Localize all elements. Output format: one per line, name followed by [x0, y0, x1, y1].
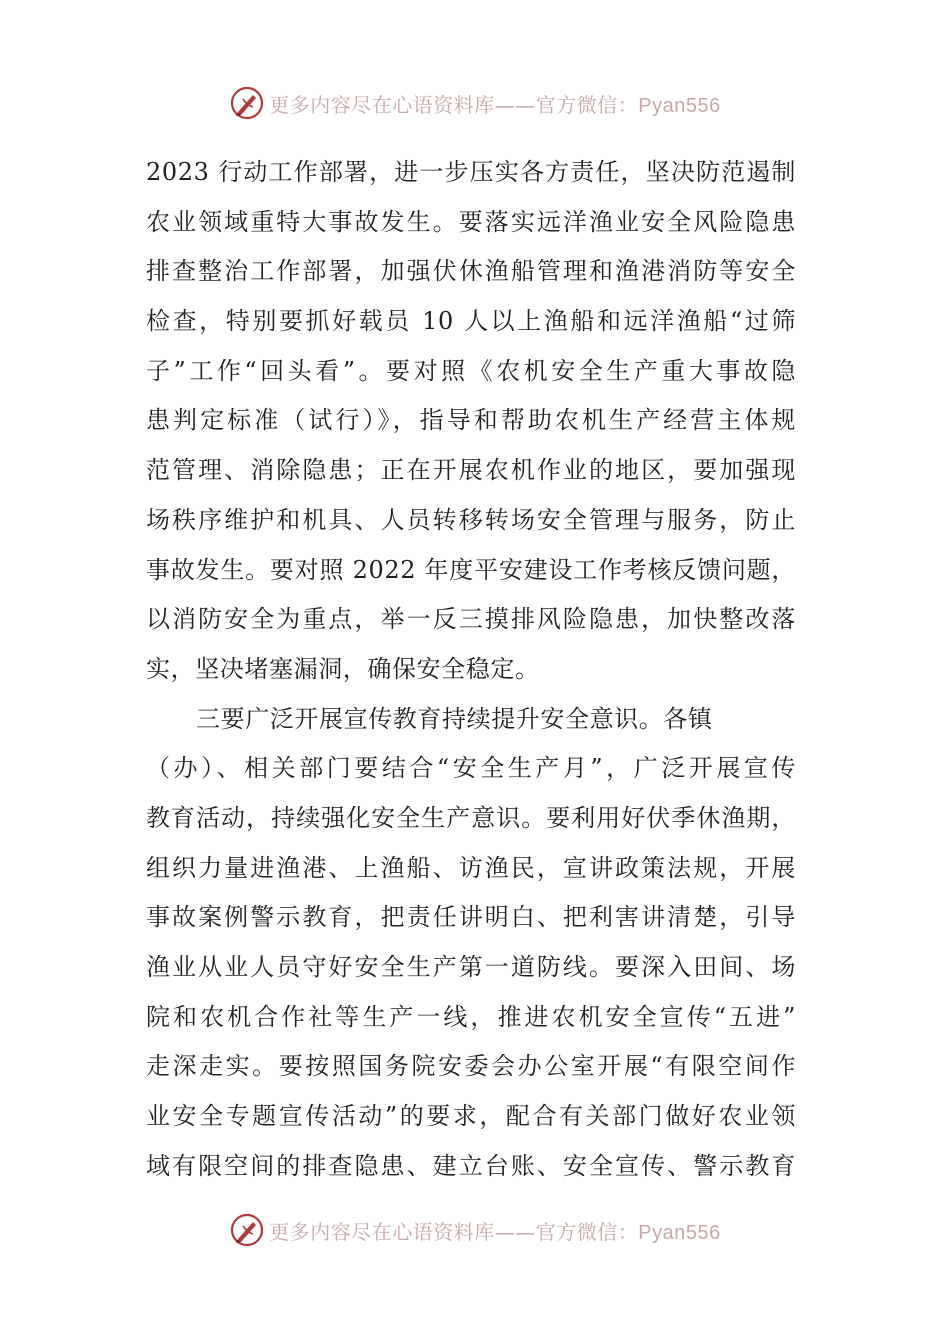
body-line-2: 农业领域重特大事故发生。要落实远洋渔业安全风险隐患 [146, 207, 796, 236]
body-line-10: 以消防安全为重点，举一反三摸排风险隐患，加快整改落 [146, 605, 796, 634]
body-line-6: 患判定标准（试行）》，指导和帮助农机生产经营主体规 [146, 406, 796, 435]
body-line-14: 教育活动，持续强化安全生产意识。要利用好伏季休渔期， [146, 803, 796, 832]
header-watermark-title: 更多内容尽在心语资料库 [269, 92, 495, 117]
header-watermark-text [269, 89, 720, 118]
body-line-7: 范管理、消除隐患；正在开展农机作业的地区，要加强现 [146, 456, 796, 485]
footer-watermark-text [269, 1216, 720, 1245]
document-body [146, 148, 796, 1191]
header-watermark-contact-label: 官方微信： [535, 92, 639, 117]
footer-watermark-title: 更多内容尽在心语资料库 [269, 1219, 495, 1244]
footer-watermark-contact-label: 官方微信： [535, 1219, 639, 1244]
header-watermark-separator: —— [494, 92, 536, 117]
body-line-1: 2023 行动工作部署，进一步压实各方责任，坚决防范遏制 [146, 158, 796, 186]
body-line-16: 事故案例警示教育，把责任讲明白、把利害讲清楚，引导 [146, 903, 796, 932]
pen-logo-icon [229, 1212, 265, 1248]
header-watermark-handle: Pyan556 [638, 94, 721, 117]
body-line-9: 事故发生。要对照 2022 年度平安建设工作考核反馈问题， [146, 555, 796, 584]
footer-watermark-separator: —— [494, 1219, 536, 1244]
body-line-11: 实，坚决堵塞漏洞，确保安全稳定。 [146, 654, 540, 683]
pen-logo-icon [229, 85, 265, 121]
body-line-21: 域有限空间的排查隐患、建立台账、安全宣传、警示教育 [146, 1151, 796, 1180]
footer-watermark-banner [0, 1210, 950, 1250]
body-line-8: 场秩序维护和机具、人员转移转场安全管理与服务，防止 [146, 505, 796, 534]
body-line-13: （办）、相关部门要结合“安全生产月”，广泛开展宣传 [146, 754, 796, 783]
body-line-3: 排查整治工作部署，加强伏休渔船管理和渔港消防等安全 [146, 257, 796, 286]
body-line-5: 子”工作“回头看”。要对照《农机安全生产重大事故隐 [146, 356, 796, 385]
footer-watermark-handle: Pyan556 [638, 1221, 721, 1244]
body-line-15: 组织力量进渔港、上渔船、访渔民，宣讲政策法规，开展 [146, 853, 796, 882]
body-line-12-paragraph-start: 三要广泛开展宣传教育持续提升安全意识。各镇 [196, 704, 713, 733]
header-watermark-banner [0, 83, 950, 123]
body-line-18: 院和农机合作社等生产一线，推进农机安全宣传“五进” [146, 1002, 796, 1031]
body-line-19: 走深走实。要按照国务院安委会办公室开展“有限空间作 [146, 1052, 796, 1081]
body-line-4: 检查，特别要抓好载员 10 人以上渔船和远洋渔船“过筛 [146, 307, 796, 336]
body-line-20: 业安全专题宣传活动”的要求，配合有关部门做好农业领 [146, 1102, 796, 1131]
body-line-17: 渔业从业人员守好安全生产第一道防线。要深入田间、场 [146, 953, 796, 981]
